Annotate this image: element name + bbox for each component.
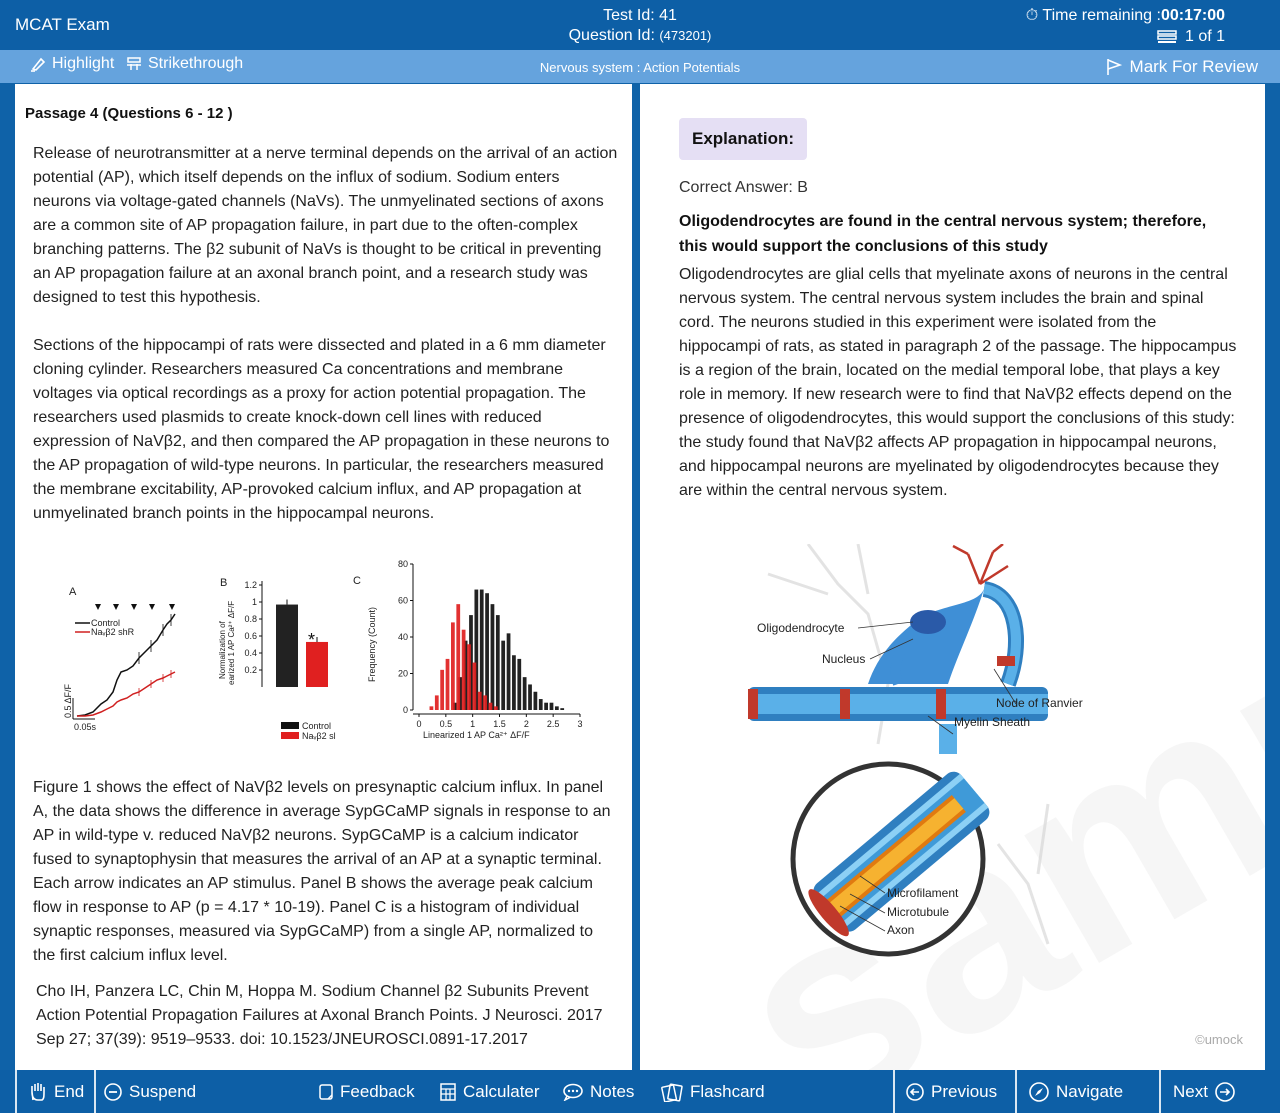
panel-c-xtick-label: 1 xyxy=(470,719,476,729)
panel-a-legend-shr: Naᵥβ2 shR xyxy=(91,627,135,637)
footer-divider xyxy=(893,1070,895,1113)
footer-divider xyxy=(15,1070,17,1113)
panel-b-label: B xyxy=(220,577,228,589)
panel-c-xtick-label: 1.5 xyxy=(493,719,506,729)
panel-b-ytick-label: 0.8 xyxy=(244,614,257,624)
label-axon: Axon xyxy=(887,923,915,937)
next-button[interactable] xyxy=(1173,1070,1236,1113)
passage-panel[interactable] xyxy=(15,84,632,1070)
panel-b-chart xyxy=(244,580,328,687)
panel-c-bar xyxy=(462,630,466,710)
suspend-button[interactable] xyxy=(103,1070,196,1113)
feedback-icon xyxy=(318,1083,334,1101)
label-myelin-sheath: Myelin Sheath xyxy=(954,715,1031,729)
label-microtubule: Microtubule xyxy=(887,905,950,919)
shr-errorbars xyxy=(139,670,171,696)
stack-icon xyxy=(1157,30,1177,44)
notes-button[interactable] xyxy=(562,1070,634,1113)
end-button[interactable] xyxy=(28,1070,84,1113)
explanation-panel[interactable] xyxy=(640,84,1265,1070)
oligodendrocyte-diagram xyxy=(748,544,1108,959)
citation: Cho IH, Panzera LC, Chin M, Hoppa M. Sodium Channel β2 Subunits Prevent Action Potential Propagation Failures at Axonal Branch Points. J Neurosci. 2017 Sep 27; 37(39): 9519–9533. doi: 10.1523/JNEUROSCI.0891-17.2017 xyxy=(36,983,603,1048)
label-oligodendrocyte: Oligodendrocyte xyxy=(757,621,845,635)
panel-c-bar xyxy=(483,695,487,710)
explanation-body: Oligodendrocytes are glial cells that myelinate axons of neurons in the central nervous system. The central nervous system includes the brain and spinal cord. The neurons studied in this experiment were isolated from the hippocampi of rats, as stated in paragraph 2 of the passage. The hippocampus is a region of the brain, located on the medial temporal lobe, that plays a key role in memory. If new research were to find that NaVβ2 effects depend on the presence of oligodendrocytes, this would support the conclusions of this study: the study found that NaVβ2 affects AP propagation in hippocampal neurons, and hippocampal neurons are myelinated by oligodendrocytes because they are within the central nervous system. xyxy=(679,266,1237,499)
panel-c-label: C xyxy=(353,575,361,587)
panel-c-bar xyxy=(512,655,516,710)
panel-c-bar xyxy=(507,633,511,710)
arrow-left-circle-icon xyxy=(905,1082,925,1102)
stimulus-arrows xyxy=(95,604,175,610)
panel-c-xtick-label: 2.5 xyxy=(546,719,560,729)
panel-c-bar xyxy=(560,708,564,710)
question-id-label: Question Id: xyxy=(568,27,655,44)
chat-bubble-icon xyxy=(562,1083,584,1101)
panel-c-ytick-label: 0 xyxy=(402,705,408,715)
panel-c-bar xyxy=(496,615,500,710)
panel-c-bar xyxy=(494,706,498,710)
panel-b-ytick-label: 0.4 xyxy=(244,648,257,658)
arrow-right-circle-icon xyxy=(1214,1081,1236,1103)
panel-c-bar xyxy=(472,663,476,710)
question-count xyxy=(1157,28,1225,46)
mark-review-button[interactable] xyxy=(1106,57,1258,77)
nucleus xyxy=(910,610,946,634)
panel-c-bar xyxy=(539,699,543,710)
panel-c-bar xyxy=(501,641,505,710)
calculator-icon xyxy=(439,1083,457,1101)
panel-a-label: A xyxy=(69,586,77,598)
minus-circle-icon xyxy=(103,1082,123,1102)
panel-c-bar xyxy=(446,659,450,710)
panel-b-ytick-label: 1 xyxy=(251,597,257,607)
time-value: 00:17:00 xyxy=(1160,7,1225,24)
flashcard-button[interactable] xyxy=(660,1070,765,1113)
end-label: End xyxy=(54,1081,85,1101)
panel-c-bar xyxy=(523,677,527,710)
footer-divider xyxy=(94,1070,96,1113)
app-title: MCAT Exam xyxy=(15,15,110,34)
panel-c-bar xyxy=(440,670,444,710)
clock-icon: ⏱ xyxy=(1025,7,1039,24)
time-remaining xyxy=(1026,7,1225,25)
panel-c-bar xyxy=(435,695,439,710)
calculator-label: Calculater xyxy=(463,1081,540,1101)
strikethrough-label: Strikethrough xyxy=(148,55,244,72)
panel-c-ylabel: Frequency (Count) xyxy=(367,606,377,682)
tool-bar xyxy=(0,50,1280,83)
correct-answer: Correct Answer: B xyxy=(679,179,808,196)
panel-c-bar xyxy=(489,703,493,710)
panel-c-bar xyxy=(456,604,460,710)
footer-bar xyxy=(0,1070,1280,1113)
panel-c-xtick-label: 0.5 xyxy=(439,719,453,729)
panel-c-bar xyxy=(478,692,482,710)
passage-paragraph-1: Release of neurotransmitter at a nerve terminal depends on the arrival of an action potential (AP), which itself depends on the influx of sodium. Sodium enters neurons via voltage-gated channels (NaVs). The unmyelinated sections of axons are a common site of AP propagation failure, in part due to the often-complex branching patterns. The β2 subunit of NaVs is thought to be critical in preventing an AP propagation failure at an axonal branch point, and a research study was designed to test this hypothesis. xyxy=(33,145,618,306)
panel-c-ytick-label: 20 xyxy=(397,668,408,679)
panel-b-ytick-label: 0.6 xyxy=(244,631,257,641)
flashcard-label: Flashcard xyxy=(690,1081,765,1101)
panel-b-star: * xyxy=(308,630,316,650)
panel-b-ylabel-2: earized 1 AP Ca²⁺ ΔF/F xyxy=(227,600,236,685)
feedback-label: Feedback xyxy=(340,1081,415,1101)
panel-c-bar xyxy=(528,684,532,710)
mark-review-label: Mark For Review xyxy=(1129,57,1258,76)
question-count-value: 1 of 1 xyxy=(1184,28,1225,45)
panel-c-ytick-label: 80 xyxy=(397,559,408,569)
previous-label: Previous xyxy=(931,1081,998,1101)
panel-b-legend-control: Control xyxy=(302,721,332,731)
panel-b-bar xyxy=(276,605,298,687)
highlight-label: Highlight xyxy=(52,55,115,72)
question-id-value: (473201) xyxy=(659,28,712,43)
panel-c-chart xyxy=(398,559,583,729)
feedback-button[interactable] xyxy=(318,1070,415,1113)
header-bar xyxy=(0,0,1280,50)
panel-c-ytick-label: 40 xyxy=(397,632,408,642)
label-nucleus: Nucleus xyxy=(822,652,866,666)
panel-b-ylabel-1: Normalization of xyxy=(218,621,227,679)
panel-c-bar xyxy=(485,593,489,710)
panel-a-legend-control: Control xyxy=(91,618,121,628)
panel-c-xtick-label: 3 xyxy=(577,719,583,729)
footer-divider xyxy=(1015,1070,1017,1113)
topic-label: Nervous system : Action Potentials xyxy=(539,60,741,75)
panel-c-xtick-label: 0 xyxy=(416,719,422,729)
time-label: Time remaining : xyxy=(1042,7,1161,24)
panel-c-xtick-label: 2 xyxy=(523,719,529,729)
question-id-row xyxy=(0,26,1280,46)
suspend-label: Suspend xyxy=(129,1081,197,1101)
flashcard-icon xyxy=(660,1082,684,1102)
calculator-button[interactable] xyxy=(439,1070,540,1113)
explanation-summary: Oligodendrocytes are found in the central nervous system; therefore, this would support the conclusions of this study xyxy=(679,213,1207,255)
passage-paragraph-2: Sections of the hippocampi of rats were dissected and plated in a 6 mm diameter cloning cylinder. Researchers measured Ca concentrations and membrane voltages via optical recordings as a proxy for action potential propagation. The researchers used plasmids to create knock-down cell lines with reduced expression of NaVβ2, and then compared the AP propagation in these neurons to the AP propagation of wild-type neurons. In particular, the researchers measured the membrane excitability, AP-provoked calcium influx, and AP propagation at unmyelinated branch points in the hippocampal neurons. xyxy=(33,337,610,522)
panel-c-bar xyxy=(544,703,548,710)
navigate-label: Navigate xyxy=(1056,1081,1124,1101)
panel-c-bar xyxy=(430,706,434,710)
figure-1 xyxy=(55,554,585,754)
label-node-of-ranvier: Node of Ranvier xyxy=(996,696,1083,710)
shr-trace xyxy=(77,672,175,716)
panel-c-bar xyxy=(467,644,471,710)
explanation-badge: Explanation: xyxy=(679,118,807,160)
hand-icon xyxy=(28,1082,48,1102)
control-errorbars xyxy=(139,614,171,664)
panel-a-scale-y: 0.5 ΔF/F xyxy=(63,683,73,718)
panel-c-bar xyxy=(491,604,495,710)
panel-c-xlabel: Linearized 1 AP Ca²⁺ ΔF/F xyxy=(423,730,530,740)
test-id: Test Id: 41 xyxy=(603,7,677,24)
panel-c-bar xyxy=(550,703,554,710)
footer-divider xyxy=(1159,1070,1161,1113)
panel-b-legend-shr: Naᵥβ2 sl xyxy=(302,731,336,741)
panel-c-bar xyxy=(555,706,559,710)
passage-paragraph-3: Figure 1 shows the effect of NaVβ2 levels on presynaptic calcium influx. In panel A, the data shows the difference in average SypGCaMP signals in response to an AP in wild-type v. reduced NaVβ2 neurons. SypGCaMP is a calcium indicator fused to synaptophysin that measures the arrival of an AP at a synaptic terminal. Each arrow indicates an AP stimulus. Panel B shows the average peak calcium flow in response to AP (p = 4.17 * 10-19). Panel C is a histogram of individual synaptic responses, measured via SypGCaMP) from a single AP, normalized to the first calcium influx level. xyxy=(33,779,611,964)
flag-icon xyxy=(1106,58,1122,76)
next-label: Next xyxy=(1173,1081,1208,1101)
navigate-button[interactable] xyxy=(1028,1070,1123,1113)
copyright: ©umock xyxy=(1195,1032,1243,1047)
panel-c-ytick-label: 60 xyxy=(397,595,408,606)
panel-c-bar xyxy=(534,692,538,710)
panel-c-bar xyxy=(451,622,455,710)
passage-title: Passage 4 (Questions 6 - 12 ) xyxy=(25,105,233,122)
panel-c-bar xyxy=(517,659,521,710)
previous-button[interactable] xyxy=(905,1070,997,1113)
notes-label: Notes xyxy=(590,1081,635,1101)
label-microfilament: Microfilament xyxy=(887,886,959,900)
panel-a-scale-x: 0.05s xyxy=(74,722,97,732)
panel-b-ytick-label: 0.2 xyxy=(244,665,257,675)
panel-b-ytick-label: 1.2 xyxy=(244,580,257,590)
compass-icon xyxy=(1028,1081,1050,1103)
